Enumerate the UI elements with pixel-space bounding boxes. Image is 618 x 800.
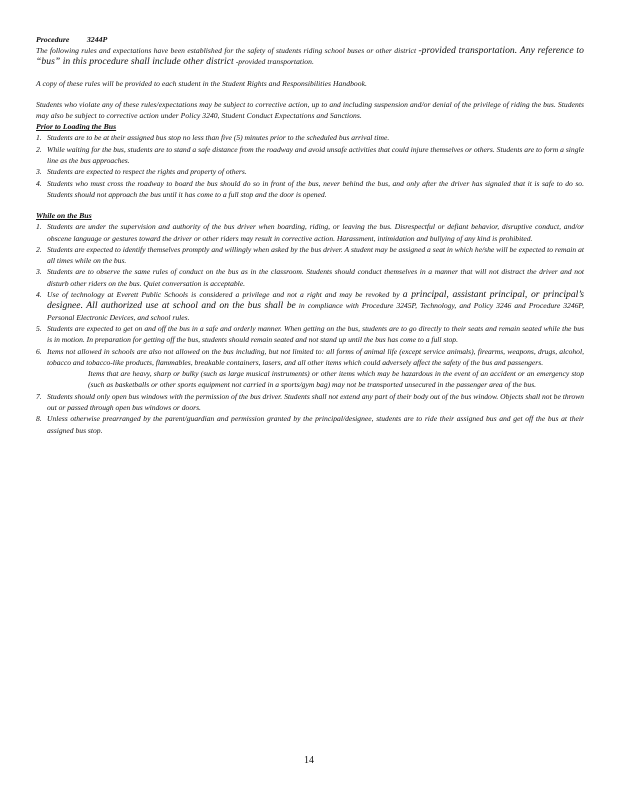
list-item — [36, 266, 584, 289]
list-item — [36, 244, 584, 267]
while-heading: While on the Bus — [36, 211, 92, 221]
item-number: 2. — [36, 144, 42, 154]
item-number: 6. — [36, 346, 42, 356]
prior-list — [36, 132, 584, 200]
document-page — [36, 34, 584, 436]
while-list-continued — [36, 391, 584, 436]
item-number: 2. — [36, 244, 42, 254]
while-list — [36, 221, 584, 368]
list-item — [36, 132, 584, 143]
item6-sub-paragraph: Items that are heavy, sharp or bulky (such as large musical instruments) or other items which may be hazardous in the event of an accident or an emergency stop (such as basketballs or other sports equipment not carried in a sports/gym bag) may not be transported unsecured in the passenger area of the bus. — [88, 369, 584, 390]
copy-paragraph: A copy of these rules will be provided to each student in the Student Rights and Responsibilities Handbook. — [36, 78, 367, 88]
item4-part2: a principal, assistant principal, or principal’s designee. All authorized use at school and on the bus shall be — [47, 289, 584, 312]
item-text: Students are to observe the same rules of conduct on the bus as in the classroom. Students should conduct themselves in a manner that will not distract the driver and not disturb other riders on the bus. Quiet conversation is acceptable. — [47, 267, 584, 288]
item-text: Unless otherwise prearranged by the parent/guardian and permission granted by the principal/designee, students are to ride their assigned bus and get off the bus at their assigned bus stop. — [47, 414, 584, 435]
intro-part2: -provided transportation. Any reference to “bus” in this procedure shall include other district — [36, 45, 584, 68]
item-text — [47, 289, 584, 323]
list-item — [36, 346, 584, 369]
item-number: 1. — [36, 133, 42, 143]
item-text: Items not allowed in schools are also not allowed on the bus including, but not limited to: all forms of animal life (except service animals), firearms, weapons, drugs, alcohol, tobacco and tobacco-like products, flammables, breakable containers, lasers, and all other items which could adversely affect the safety of the bus and passengers. — [47, 346, 584, 367]
item-number: 3. — [36, 267, 42, 277]
item-number: 4. — [36, 178, 42, 188]
item-text: Students are expected to identify themselves promptly and willingly when asked by the bus driver. A student may be assigned a seat in which he/she will be expected to remain at all times while on the bus. — [47, 244, 584, 266]
item-number: 1. — [36, 222, 42, 232]
procedure-number: 3244P — [86, 35, 108, 44]
item-text: Students who must cross the roadway to board the bus should do so in front of the bus, never behind the bus, and only after the driver has signaled that it is safe to do so. Students should not approach the bus until it has come to a full stop and the door is opened. — [47, 178, 584, 199]
item-number: 8. — [36, 414, 42, 424]
item-text: While waiting for the bus, students are to stand a safe distance from the roadway and avoid unsafe activities that could injure themselves or others. Students are to form a single line as the bus approaches. — [47, 144, 584, 166]
list-item — [36, 166, 584, 177]
list-item — [36, 178, 584, 201]
item-number: 7. — [36, 391, 42, 401]
intro-part3: -provided transportation. — [235, 57, 314, 67]
prior-heading: Prior to Loading the Bus — [36, 122, 117, 132]
list-item — [36, 413, 584, 436]
procedure-label: Procedure — [36, 35, 70, 44]
item-text: Students are to be at their assigned bus stop no less than five (5) minutes prior to the scheduled bus arrival time. — [47, 133, 390, 143]
list-item — [36, 391, 584, 414]
list-item — [36, 221, 584, 244]
item-number: 4. — [36, 290, 42, 300]
item-text: Students are expected to get on and off the bus in a safe and orderly manner. When getting on the bus, students are to go directly to their seats and remain seated while the bus is in motion. In preparation for getting off the bus, students should remain seated and not stand up until the bus has come to a full stop. — [47, 323, 584, 345]
item4-part3: in compliance with Procedure 3245P, Technology, and Policy 3246 and Procedure 3246P, Personal Electronic Devices, and school rules. — [47, 301, 584, 322]
procedure-header — [36, 34, 584, 45]
list-item — [36, 144, 584, 167]
list-item — [36, 289, 584, 323]
list-item — [36, 323, 584, 346]
item-text: Students should only open bus windows with the permission of the bus driver. Students shall not extend any part of their body out of the bus window. Objects shall not be thrown out or passed through open bus windows or doors. — [47, 391, 584, 413]
violate-paragraph: Students who violate any of these rules/expectations may be subject to corrective action, up to and including suspension and/or denial of the privilege of riding the bus. Students may also be subject to corrective action under Policy 3240, Student Conduct Expectations and Sanctions. — [36, 99, 584, 121]
item-number: 3. — [36, 167, 42, 177]
item-text: Students are expected to respect the rights and property of others. — [47, 167, 247, 177]
intro-part1: The following rules and expectations have been established for the safety of students riding school buses or other district — [36, 46, 417, 55]
item-number: 5. — [36, 323, 42, 333]
intro-paragraph — [36, 45, 584, 68]
page-number: 14 — [304, 755, 314, 766]
item-text: Students are under the supervision and authority of the bus driver when boarding, riding, or leaving the bus. Disrespectful or defiant behavior, disruptive conduct, and/or obscene language or gestures toward the driver or other riders may result in corrective action. Harassment, intimidation and bullying of any kind is prohibited. — [47, 222, 584, 243]
item4-part1: Use of technology at Everett Public Schools is considered a privilege and not a right and may be revoked by — [47, 290, 400, 300]
